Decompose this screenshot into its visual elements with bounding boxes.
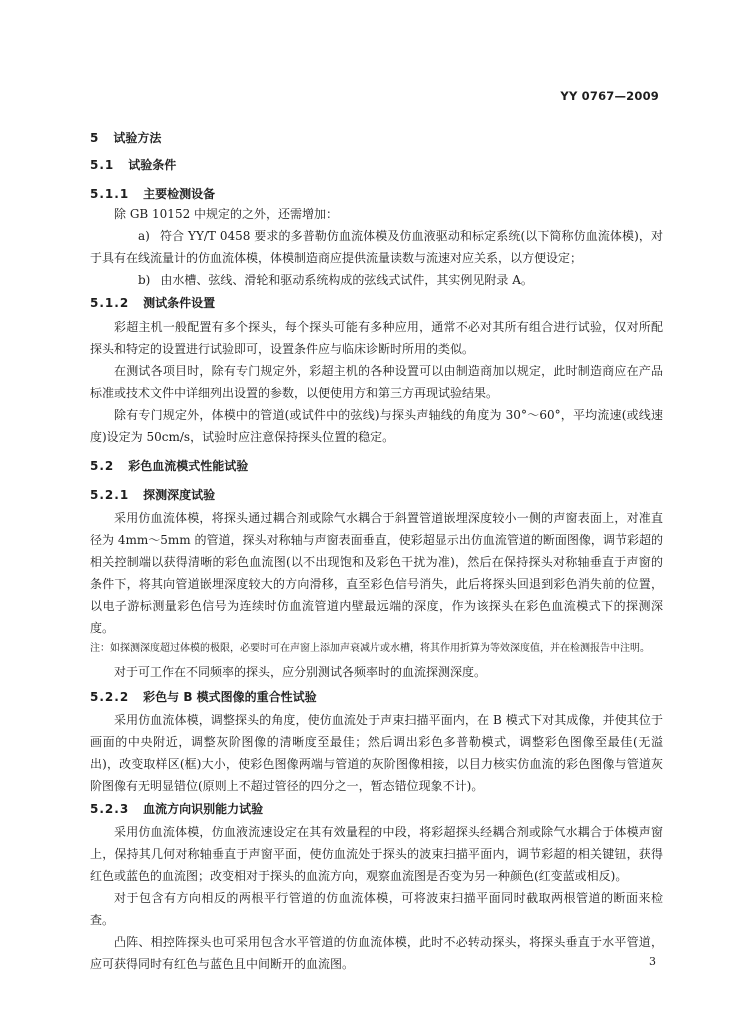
- standard-code: YY 0767—2009: [560, 89, 659, 103]
- section-5-heading: 5 试验方法: [90, 131, 162, 145]
- section-5-1-1-heading: 5.1.1 主要检测设备: [90, 187, 216, 201]
- note: 注：如探测深度超过体模的极限，必要时可在声窗上添加声衰减片或水槽，将其作用折算为等效深度值，并在检测报告中注明。: [90, 643, 650, 654]
- list-item-a: a) 符合 YY/T 0458 要求的多普勒仿血流体模及仿血液驱动和标定系统(以下简称仿血流体模)，对于具有在线流量计的仿血流体模，体模制造商应提供流量读数与流速对应关系，以方便设定；: [90, 229, 663, 265]
- paragraph: 凸阵、相控阵探头也可采用包含水平管道的仿血流体模，此时不必转动探头，将探头垂直于水平管道，应可获得同时有红色与蓝色且中间断开的血流图。: [90, 935, 663, 971]
- paragraph: 对于包含有方向相反的两根平行管道的仿血流体模，可将波束扫描平面同时截取两根管道的断面来检查。: [90, 891, 663, 927]
- paragraph: 采用仿血流体模，仿血液流速设定在其有效量程的中段，将彩超探头经耦合剂或除气水耦合于体模声窗上，保持其几何对称轴垂直于声窗平面，使仿血流处于探头的波束扫描平面内，调节彩超的相关键钮，获得红色或蓝色的血流图；改变相对于探头的血流方向，观察血流图是否变为另一种颜色(红变蓝或相反)。: [90, 825, 663, 883]
- paragraph: 除有专门规定外，体模中的管道(或试件中的弦线)与探头声轴线的角度为 30°～60°，平均流速(或线速度)设定为 50cm/s，试验时应注意保持探头位置的稳定。: [90, 408, 663, 444]
- list-item-b: b) 由水槽、弦线、滑轮和驱动系统构成的弦线式试件，其实例见附录 A。: [138, 273, 533, 287]
- section-5-2-2-heading: 5.2.2 彩色与 B 模式图像的重合性试验: [90, 690, 317, 704]
- paragraph: 采用仿血流体模，调整探头的角度，使仿血流处于声束扫描平面内，在 B 模式下对其成像，并使其位于画面的中央附近，调整灰阶图像的清晰度至最佳；然后调出彩色多普勒模式，调整彩色图像至最佳(无溢出)，改变取样区(框)大小，使彩色图像两端与管道的灰阶图像相接，以目力核实仿血流的彩色图像与管道灰阶图像有无明显错位(原则上不超过管径的四分之一，暂态错位现象不计)。: [90, 713, 663, 793]
- paragraph: 彩超主机一般配置有多个探头，每个探头可能有多种应用，通常不必对其所有组合进行试验，仅对所配探头和特定的设置进行试验即可，设置条件应与临床诊断时所用的类似。: [90, 320, 663, 356]
- paragraph: 在测试各项目时，除有专门规定外，彩超主机的各种设置可以由制造商加以规定，此时制造商应在产品标准或技术文件中详细列出设置的参数，以便使用方和第三方再现试验结果。: [90, 364, 663, 400]
- paragraph: 对于可工作在不同频率的探头，应分别测试各频率时的血流探测深度。: [114, 665, 487, 679]
- page-number: 3: [649, 955, 656, 968]
- section-5-2-heading: 5.2 彩色血流模式性能试验: [90, 459, 249, 473]
- section-5-2-3-heading: 5.2.3 血流方向识别能力试验: [90, 802, 264, 816]
- section-5-2-1-heading: 5.2.1 探测深度试验: [90, 488, 216, 502]
- section-5-1-heading: 5.1 试验条件: [90, 158, 177, 172]
- paragraph: 除 GB 10152 中规定的之外，还需增加：: [114, 207, 339, 221]
- document-body: [90, 122, 663, 975]
- paragraph: 采用仿血流体模，将探头通过耦合剂或除气水耦合于斜置管道嵌埋深度较小一侧的声窗表面上，对准直径为 4mm～5mm 的管道，探头对称轴与声窗表面垂直，使彩超显示出仿血流管道的断面图像，调节彩超的相关控制端以获得清晰的彩色血流图(以不出现饱和及彩色干扰为准)，然后在保持探头对称轴垂直于声窗的条件下，将其向管道嵌埋深度较大的方向滑移，直至彩色信号消失，此后将探头回退到彩色消失前的位置，以电子游标测量彩色信号为连续时仿血流管道内壁最远端的深度，作为该探头在彩色血流模式下的探测深度。: [90, 511, 663, 635]
- section-5-1-2-heading: 5.1.2 测试条件设置: [90, 296, 216, 310]
